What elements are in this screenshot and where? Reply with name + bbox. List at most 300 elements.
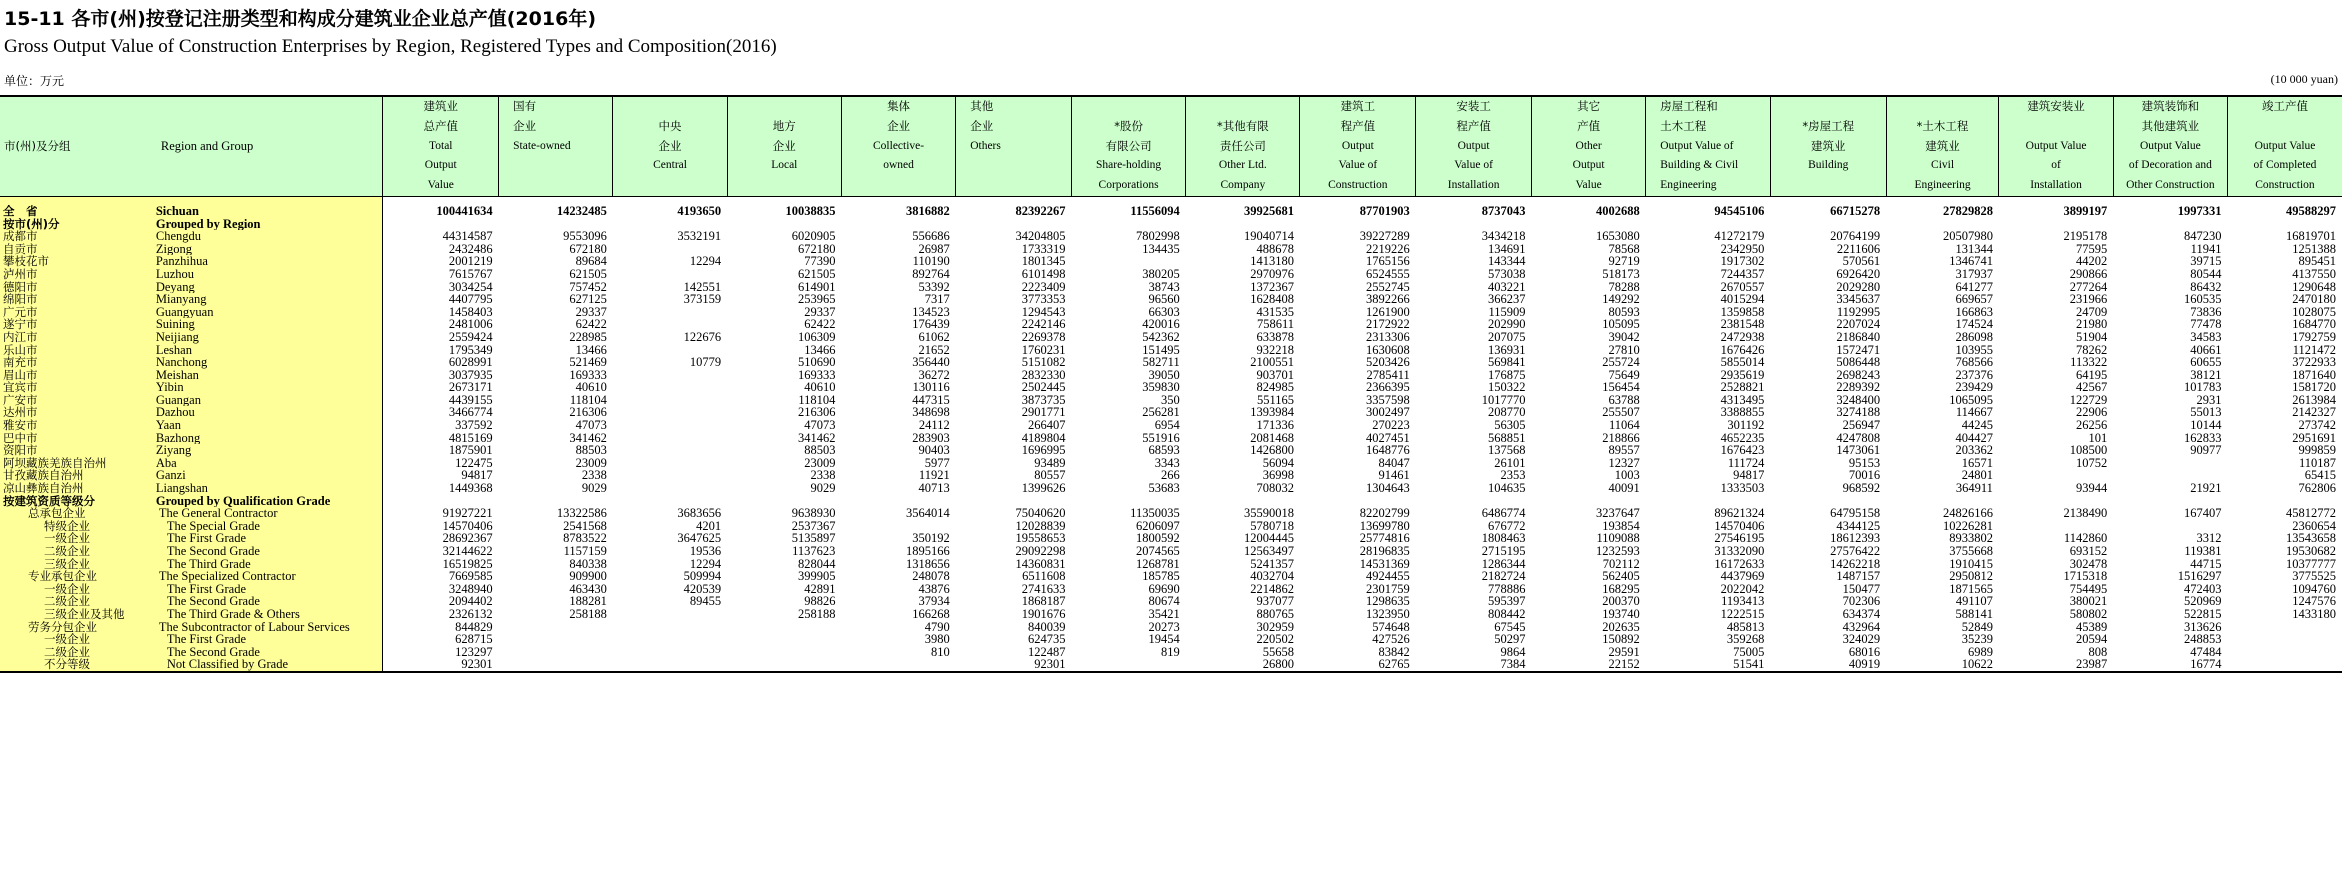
cell-value [1071, 255, 1185, 268]
cell-value: 53683 [1148, 482, 1180, 495]
cell-value: 844829 [455, 620, 493, 634]
cell-value: 22152 [1608, 658, 1640, 672]
cell-value: 2741633 [1021, 582, 1066, 596]
cell-value: 91461 [1378, 469, 1410, 483]
row-label-cn: 按市(州)分 [0, 218, 153, 231]
cell-value: 56094 [1262, 456, 1294, 470]
cell-value: 42567 [2075, 381, 2108, 394]
cell-value: 3816882 [905, 203, 950, 218]
header-construction: 建筑工 程产值 Output Value of Construction [1300, 96, 1416, 196]
cell-value: 3564014 [905, 507, 950, 520]
cell-value: 324029 [1842, 633, 1881, 646]
table-row [0, 457, 2342, 470]
cell-value: 627125 [569, 293, 607, 306]
cell-value [841, 218, 955, 231]
cell-value: 106309 [797, 330, 836, 344]
cell-value: 34204805 [1015, 230, 1066, 243]
cell-value: 40661 [2190, 343, 2222, 357]
cell-value: 100441634 [436, 203, 493, 218]
cell-value [727, 633, 841, 646]
cell-value: 1901676 [1021, 607, 1066, 621]
unit-cn: 单位：万元 [4, 74, 65, 88]
cell-value: 9029 [810, 482, 836, 495]
table-row [0, 331, 2342, 344]
row-label-cn: 特级企业 [0, 520, 153, 533]
cell-value: 570561 [1842, 255, 1881, 268]
cell-value: 92301 [1034, 658, 1066, 672]
cell-value: 228985 [569, 330, 607, 344]
cell-value: 134691 [1487, 242, 1526, 256]
cell-value: 5780718 [1250, 519, 1294, 533]
cell-value: 672180 [569, 242, 607, 256]
cell-value: 3873735 [1021, 393, 1066, 407]
row-label-cn: 总承包企业 [0, 507, 153, 520]
header-local: 地方 企业 Local [727, 96, 841, 196]
cell-value [2227, 218, 2342, 231]
row-label-cn: 二级企业 [0, 646, 153, 659]
cell-value: 903701 [1256, 368, 1294, 382]
cell-value: 3775525 [2292, 570, 2336, 583]
cell-value: 2528821 [1720, 381, 1765, 394]
cell-value: 3357598 [1365, 393, 1410, 407]
cell-value [613, 608, 727, 621]
cell-value: 176439 [912, 318, 950, 331]
cell-value: 34583 [2190, 330, 2222, 344]
table-row [0, 545, 2342, 558]
cell-value: 2182724 [1481, 570, 1526, 583]
cell-value: 7317 [924, 293, 950, 306]
cell-value: 669657 [1955, 293, 1993, 306]
cell-value: 2081468 [1250, 431, 1294, 445]
cell-value: 94545106 [1714, 203, 1765, 218]
cell-value: 348698 [912, 406, 950, 420]
data-table [0, 95, 2342, 673]
cell-value: 2931 [2196, 393, 2222, 407]
cell-value: 4924455 [1365, 570, 1410, 583]
cell-value [613, 243, 727, 256]
cell-value: 5977 [924, 456, 950, 470]
row-label-en: Guangyuan [153, 306, 383, 319]
cell-value: 4002688 [1596, 203, 1640, 218]
cell-value: 8737043 [1481, 203, 1526, 218]
cell-value: 754495 [2069, 582, 2108, 596]
cell-value: 3312 [2196, 532, 2222, 546]
cell-value: 5151082 [1021, 356, 1066, 369]
row-label-cn: 绵阳市 [0, 293, 153, 306]
cell-value: 20507980 [1942, 230, 1993, 243]
cell-value: 78568 [1608, 242, 1640, 256]
cell-value [2227, 658, 2342, 672]
cell-value: 510690 [797, 356, 836, 369]
cell-value [1999, 218, 2113, 231]
cell-value [1416, 218, 1532, 231]
cell-value: 4437969 [1720, 570, 1765, 583]
cell-value: 909900 [569, 570, 607, 583]
row-label-cn: 泸州市 [0, 268, 153, 281]
row-label-en: Leshan [153, 344, 383, 357]
cell-value: 13322586 [556, 507, 607, 520]
cell-value [1186, 218, 1300, 231]
cell-value: 55013 [2190, 406, 2222, 420]
table-row [0, 196, 2342, 217]
cell-value: 23009 [804, 456, 836, 470]
row-label-cn: 广安市 [0, 394, 153, 407]
row-label-en: Meishan [153, 369, 383, 382]
cell-value: 301192 [1727, 419, 1765, 432]
cell-value: 359830 [1142, 381, 1180, 394]
cell-value: 207075 [1487, 330, 1526, 344]
cell-value: 202635 [1602, 620, 1640, 634]
cell-value: 2029280 [1836, 280, 1881, 294]
cell-value: 55658 [1262, 645, 1294, 659]
cell-value: 42891 [804, 582, 836, 596]
cell-value: 49588297 [2286, 203, 2336, 218]
cell-value: 3773353 [1021, 293, 1066, 306]
cell-value: 2670557 [1720, 280, 1765, 294]
cell-value: 75040620 [1015, 507, 1066, 520]
row-label-en: Luzhou [153, 268, 383, 281]
cell-value [956, 218, 1072, 231]
cell-value [499, 646, 613, 659]
table-row [0, 406, 2342, 419]
cell-value: 551916 [1142, 431, 1180, 445]
row-label-cn: 一级企业 [0, 633, 153, 646]
cell-value: 4247808 [1836, 431, 1881, 445]
cell-value: 93489 [1034, 456, 1066, 470]
cell-value: 70016 [1848, 469, 1881, 483]
cell-value: 518173 [1602, 267, 1640, 281]
cell-value: 3274188 [1836, 406, 1881, 420]
cell-value: 208770 [1487, 406, 1526, 420]
cell-value: 1684770 [2292, 318, 2336, 331]
cell-value: 999859 [2298, 444, 2336, 457]
cell-value: 150477 [1842, 582, 1881, 596]
cell-value: 150322 [1487, 381, 1526, 394]
cell-value: 75649 [1608, 368, 1640, 382]
cell-value: 4027451 [1365, 431, 1410, 445]
cell-value: 130116 [912, 381, 950, 394]
cell-value: 824985 [1256, 381, 1294, 394]
cell-value: 283903 [912, 431, 950, 445]
cell-value: 2552745 [1365, 280, 1410, 294]
cell-value: 8933802 [1949, 532, 1993, 546]
cell-value: 10038835 [785, 203, 836, 218]
header-shareholding: *股份 有限公司 Share-holding Corporations [1071, 96, 1185, 196]
cell-value [383, 218, 499, 231]
cell-value: 5135897 [791, 532, 836, 546]
cell-value [1999, 520, 2113, 533]
cell-value: 122475 [455, 456, 493, 470]
cell-value: 25774816 [1359, 532, 1410, 546]
row-label-cn: 全 省 [0, 196, 153, 217]
cell-value: 350192 [912, 532, 950, 546]
cell-value [613, 621, 727, 634]
cell-value: 2366395 [1365, 381, 1410, 394]
cell-value: 778886 [1487, 582, 1526, 596]
cell-value [841, 520, 955, 533]
cell-value: 23009 [575, 456, 607, 470]
row-label-en: Liangshan [153, 482, 383, 495]
row-label-cn: 德阳市 [0, 281, 153, 294]
cell-value [1531, 495, 1645, 508]
cell-value: 37934 [918, 595, 950, 608]
cell-value: 509994 [683, 570, 722, 583]
cell-value: 892764 [912, 267, 950, 281]
table-row [0, 243, 2342, 256]
cell-value: 14531369 [1359, 557, 1410, 571]
table-row [0, 621, 2342, 634]
cell-value: 26256 [2075, 419, 2108, 432]
cell-value: 110190 [912, 255, 950, 268]
cell-value: 1028075 [2292, 305, 2336, 319]
row-label-cn: 一级企业 [0, 532, 153, 545]
header-building-civil: 房屋工程和 土木工程 Output Value of Building & Civil Engineering [1646, 96, 1771, 196]
cell-value: 574648 [1372, 620, 1410, 634]
row-label-cn: 巴中市 [0, 432, 153, 445]
cell-value: 80593 [1608, 305, 1640, 319]
cell-value: 628715 [455, 633, 493, 646]
cell-value [2227, 621, 2342, 634]
cell-value: 256947 [1842, 419, 1881, 432]
cell-value: 2338 [581, 469, 607, 483]
cell-value: 337592 [455, 419, 493, 432]
cell-value: 115909 [1488, 305, 1526, 319]
cell-value: 90403 [918, 444, 950, 457]
cell-value: 78288 [1608, 280, 1640, 294]
unit-en: (10 000 yuan) [2270, 72, 2338, 86]
row-label-cn: 专业承包企业 [0, 570, 153, 583]
cell-value: 573038 [1487, 267, 1526, 281]
cell-value: 110187 [2298, 456, 2336, 470]
cell-value: 641277 [1955, 280, 1993, 294]
table-row [0, 432, 2342, 445]
cell-value: 1323950 [1365, 607, 1410, 621]
cell-value: 6926420 [1836, 267, 1881, 281]
cell-value: 1808463 [1481, 532, 1526, 546]
cell-value: 1696995 [1021, 444, 1066, 457]
cell-value: 624735 [1027, 633, 1066, 646]
cell-value: 24112 [918, 419, 950, 432]
cell-value: 633878 [1256, 330, 1294, 344]
row-label-en: Chengdu [153, 230, 383, 243]
cell-value: 2138490 [2063, 507, 2108, 520]
row-label-cn: 广元市 [0, 306, 153, 319]
cell-value: 491107 [1955, 595, 1993, 608]
cell-value [499, 495, 613, 508]
cell-value: 248853 [2183, 633, 2222, 646]
cell-value: 588141 [1955, 607, 1993, 621]
cell-value: 19536 [689, 545, 722, 558]
cell-value: 13466 [575, 343, 607, 357]
cell-value: 64795158 [1830, 507, 1881, 520]
cell-value: 24709 [2075, 305, 2108, 319]
cell-value: 3683656 [677, 507, 722, 520]
cell-value [499, 633, 613, 646]
cell-value [956, 495, 1072, 508]
row-label-en: Suining [153, 318, 383, 331]
cell-value: 5203426 [1365, 356, 1410, 369]
cell-value: 28692367 [442, 532, 493, 546]
cell-value [2227, 646, 2342, 659]
cell-value [613, 394, 727, 407]
cell-value: 62422 [575, 318, 607, 331]
cell-value: 266407 [1027, 419, 1066, 432]
cell-value: 176875 [1487, 368, 1526, 382]
cell-value: 21980 [2075, 318, 2108, 331]
cell-value: 231966 [2069, 293, 2108, 306]
cell-value: 2537367 [791, 519, 836, 533]
cell-value: 52849 [1961, 620, 1993, 634]
cell-value: 1458403 [448, 305, 493, 319]
cell-value: 840338 [569, 557, 607, 571]
cell-value: 29337 [804, 305, 836, 319]
header-decoration: 建筑装饰和 其他建筑业 Output Value of Decoration and Other Construction [2113, 96, 2227, 196]
cell-value: 218866 [1602, 431, 1640, 445]
cell-value: 4407795 [448, 293, 493, 306]
cell-value: 819 [1160, 645, 1180, 659]
cell-value: 621505 [569, 267, 607, 281]
cell-value: 16172633 [1714, 557, 1765, 571]
cell-value: 10752 [2075, 456, 2108, 470]
cell-value: 122676 [683, 330, 722, 344]
cell-value [2113, 495, 2227, 508]
cell-value: 103955 [1955, 343, 1993, 357]
cell-value: 35590018 [1243, 507, 1294, 520]
cell-value: 341462 [797, 431, 836, 445]
cell-value: 2301759 [1365, 582, 1410, 596]
cell-value [1531, 218, 1645, 231]
cell-value: 562405 [1602, 570, 1640, 583]
cell-value: 77595 [2075, 242, 2108, 256]
cell-value: 12563497 [1243, 545, 1294, 558]
cell-value: 2214862 [1250, 582, 1294, 596]
cell-value: 1760231 [1021, 343, 1066, 357]
cell-value: 2935619 [1720, 368, 1765, 382]
row-label-en: Aba [153, 457, 383, 470]
cell-value: 1268781 [1135, 557, 1180, 571]
cell-value [1646, 495, 1771, 508]
row-label-en: Guangan [153, 394, 383, 407]
cell-value: 258188 [797, 607, 836, 621]
cell-value: 69690 [1148, 582, 1180, 596]
cell-value: 200370 [1602, 595, 1640, 608]
cell-value: 350 [1160, 393, 1180, 407]
cell-value: 160535 [2183, 293, 2222, 306]
cell-value: 4189804 [1021, 431, 1066, 445]
cell-value: 359268 [1726, 633, 1765, 646]
cell-value: 3388855 [1720, 406, 1765, 420]
table-row [0, 293, 2342, 306]
cell-value: 14262218 [1830, 557, 1881, 571]
cell-value: 111724 [1727, 456, 1765, 470]
cell-value: 582711 [1142, 356, 1180, 369]
cell-value: 88503 [575, 444, 607, 457]
cell-value: 2207024 [1836, 318, 1881, 331]
cell-value: 113322 [2070, 356, 2108, 369]
cell-value: 2970976 [1250, 267, 1294, 281]
cell-value: 373159 [683, 293, 722, 306]
cell-value [613, 658, 727, 672]
cell-value: 216306 [569, 406, 607, 420]
cell-value [613, 633, 727, 646]
cell-value: 6020905 [791, 230, 836, 243]
cell-value: 1142860 [2063, 532, 2108, 546]
cell-value: 1003 [1614, 469, 1640, 483]
cell-value: 2715195 [1481, 545, 1526, 558]
row-label-en: The Second Grade [153, 595, 383, 608]
cell-value: 19558653 [1015, 532, 1066, 546]
cell-value: 82392267 [1015, 203, 1066, 218]
cell-value [727, 495, 841, 508]
cell-value: 64195 [2075, 368, 2108, 382]
cell-value: 27829828 [1942, 203, 1993, 218]
table-row [0, 532, 2342, 545]
cell-value: 40610 [804, 381, 836, 394]
cell-value: 2470180 [2292, 293, 2336, 306]
cell-value: 614901 [797, 280, 836, 294]
table-body [0, 196, 2342, 671]
header-region-en: Region and Group [153, 96, 383, 196]
cell-value: 1065095 [1949, 393, 1993, 407]
cell-value: 8783522 [563, 532, 607, 546]
cell-value: 1868187 [1021, 595, 1066, 608]
cell-value: 35239 [1961, 633, 1993, 646]
cell-value: 968592 [1842, 482, 1881, 495]
cell-value: 1801345 [1021, 255, 1066, 268]
cell-value: 162833 [2183, 431, 2222, 445]
cell-value: 757452 [569, 280, 607, 294]
cell-value: 7669585 [448, 570, 493, 583]
row-label-en: Grouped by Qualification Grade [153, 495, 383, 508]
cell-value: 38121 [2190, 368, 2222, 382]
cell-value [613, 369, 727, 382]
cell-value: 6206097 [1135, 519, 1180, 533]
cell-value: 150892 [1602, 633, 1640, 646]
cell-value [1186, 495, 1300, 508]
cell-value: 3002497 [1365, 406, 1410, 420]
cell-value: 2832330 [1021, 368, 1066, 382]
cell-value: 286098 [1955, 330, 1993, 344]
cell-value: 3237647 [1596, 507, 1640, 520]
row-label-en: The Specialized Contractor [153, 570, 383, 583]
cell-value: 1433180 [2292, 607, 2336, 621]
row-label-en: The Third Grade & Others [153, 608, 383, 621]
cell-value: 4790 [924, 620, 950, 634]
cell-value: 4032704 [1250, 570, 1294, 583]
cell-value: 47073 [575, 419, 607, 432]
cell-value [2113, 469, 2227, 482]
table-row [0, 268, 2342, 281]
cell-value: 1800592 [1135, 532, 1180, 546]
cell-value: 556686 [912, 230, 950, 243]
cell-value [1999, 495, 2113, 508]
cell-value: 134435 [1142, 242, 1180, 256]
cell-value: 7244357 [1720, 267, 1765, 281]
cell-value: 258188 [569, 607, 607, 621]
cell-value: 266 [1160, 469, 1180, 483]
row-label-cn: 资阳市 [0, 444, 153, 457]
cell-value: 89621324 [1714, 507, 1765, 520]
table-row [0, 218, 2342, 231]
cell-value: 21921 [2190, 482, 2222, 495]
cell-value: 2313306 [1365, 330, 1410, 344]
cell-value: 202990 [1487, 318, 1526, 331]
cell-value: 80557 [1034, 469, 1066, 483]
cell-value: 44314587 [442, 230, 493, 243]
cell-value [1886, 218, 1999, 231]
cell-value: 2432486 [448, 242, 493, 256]
cell-value: 20764199 [1830, 230, 1881, 243]
